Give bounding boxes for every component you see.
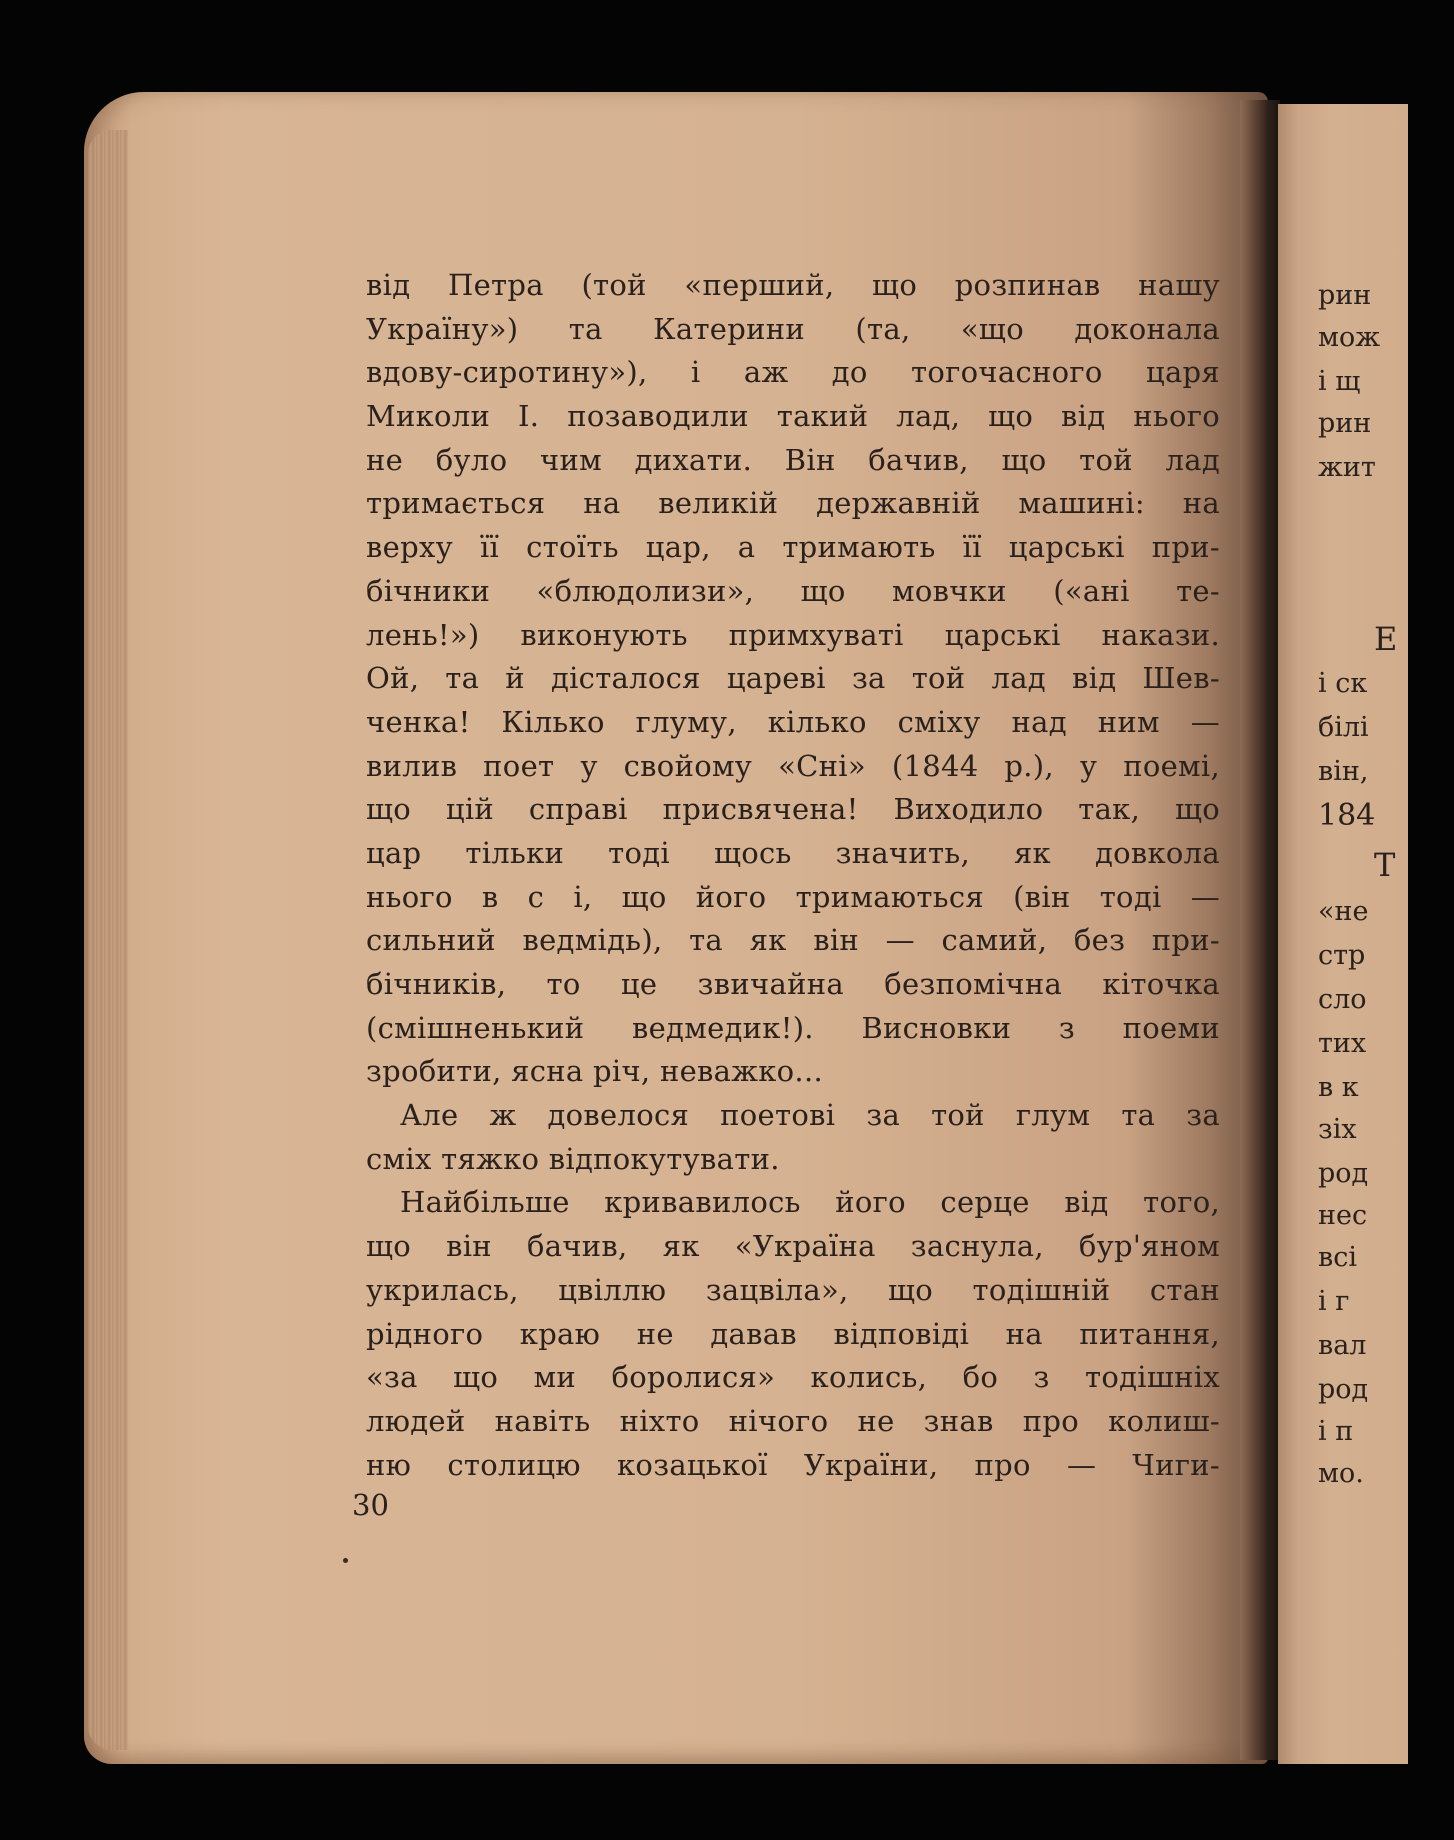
text-line: ню столицю козацької України, про — Чиги- (366, 1447, 1220, 1482)
text-line: укрилась, цвіллю зацвіла», що тодішній стан (366, 1272, 1220, 1307)
right-fragment: в к (1318, 1072, 1359, 1103)
right-fragment: і ск (1318, 668, 1368, 699)
text-line: вдову-сиротину»), і аж до тогочасного царя (366, 355, 1220, 390)
text-line: нього в с і, що його тримаються (він тоді — (366, 879, 1220, 914)
right-fragment: тих (1318, 1028, 1367, 1059)
right-fragment: мож (1318, 322, 1381, 353)
text-line: зробити, ясна річ, неважко... (366, 1054, 823, 1089)
right-fragment: і г (1318, 1286, 1350, 1317)
right-fragment: і щ (1318, 366, 1361, 397)
text-line: ченка! Кілько глуму, кілько сміху над ним — (366, 704, 1220, 739)
text-line: що він бачив, як «Україна заснула, бур'яном (366, 1229, 1220, 1264)
text-line: вилив поет у свойому «Сні» (1844 р.), у поемі, (366, 748, 1220, 783)
right-fragment: сло (1318, 984, 1367, 1015)
page-number: 30 (352, 1488, 389, 1522)
text-line: сміх тяжко відпокутувати. (366, 1141, 780, 1176)
right-fragment: Т (1374, 846, 1396, 884)
right-fragment: мо. (1318, 1458, 1364, 1489)
text-line: верху її стоїть цар, а тримають її царські при- (366, 530, 1220, 565)
right-fragment: жит (1318, 452, 1376, 483)
right-fragment: род (1318, 1374, 1369, 1405)
text-line: не було чим дихати. Він бачив, що той лад (366, 442, 1220, 477)
text-line: тримається на великій державній машині: на (366, 486, 1220, 521)
text-line: Найбільше кривавилось його серце від того, (400, 1185, 1220, 1220)
text-line: (смішненький ведмедик!). Висновки з поеми (366, 1010, 1220, 1045)
right-fragment: і п (1318, 1416, 1354, 1447)
right-fragment: він, (1318, 756, 1369, 787)
text-line: бічників, то це звичайна безпомічна кіточка (366, 967, 1220, 1001)
book-gutter (1240, 100, 1280, 1760)
left-page-text (366, 264, 1220, 1487)
text-line: «за що ми боролися» колись, бо з тодішніх (366, 1360, 1220, 1395)
text-line: що цій справі присвячена! Виходило так, що (366, 792, 1220, 827)
text-line: Миколи І. позаводили такий лад, що від нього (366, 399, 1220, 434)
right-fragment: род (1318, 1158, 1369, 1189)
right-fragment: нес (1318, 1200, 1368, 1231)
right-fragment: 184 (1318, 798, 1376, 833)
right-fragment: вал (1318, 1330, 1367, 1361)
right-fragment: всі (1318, 1242, 1357, 1273)
right-fragment: рин (1318, 408, 1372, 439)
text-line: Ой, та й дісталося цареві за той лад від Шев- (366, 661, 1220, 696)
text-line: Україну») та Катерини (та, «що доконала (366, 311, 1220, 346)
text-line: цар тільки тоді щось значить, як довкола (366, 835, 1220, 870)
text-line: лень!») виконують примхуваті царські накази. (366, 617, 1220, 652)
page-edges (88, 130, 128, 1750)
right-fragment: «не (1318, 896, 1369, 927)
right-fragment: Е (1374, 620, 1398, 658)
text-line: рідного краю не давав відповіді на питання, (366, 1316, 1220, 1351)
page-speck (343, 1558, 348, 1563)
text-line: людей навіть ніхто нічого не знав про колиш- (366, 1403, 1220, 1438)
text-line: сильний ведмідь), та як він — самий, без при- (366, 923, 1220, 958)
right-fragment: білі (1318, 712, 1369, 743)
right-page (1278, 104, 1408, 1764)
right-fragment: рин (1318, 280, 1372, 311)
right-fragment: зіх (1318, 1114, 1357, 1145)
text-line: від Петра (той «перший, що розпинав нашу (366, 268, 1220, 302)
right-fragment: стр (1318, 940, 1366, 971)
text-line: Але ж довелося поетові за той глум та за (400, 1098, 1220, 1133)
text-line: бічники «блюдолизи», що мовчки («ані те- (366, 573, 1220, 608)
